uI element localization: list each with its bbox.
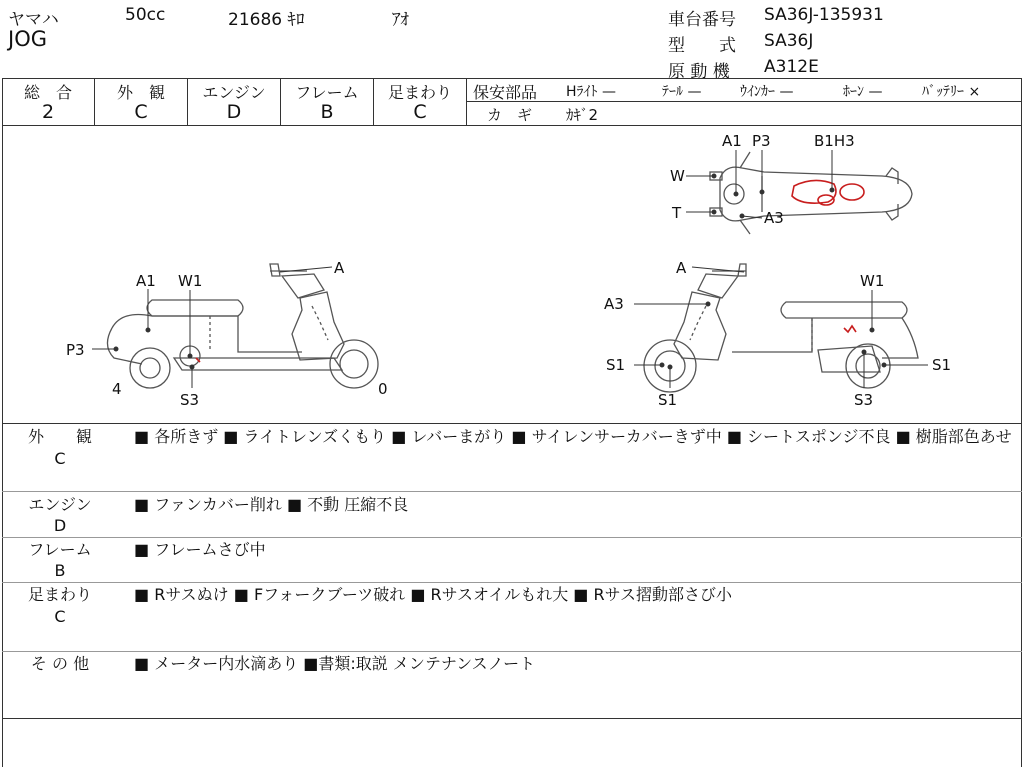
frame-no: SA36J-135931 xyxy=(764,5,884,25)
grade-suspension-value: C xyxy=(413,101,427,123)
damage-mark xyxy=(844,326,856,332)
safety-horn: ﾎｰﾝ — xyxy=(843,84,883,100)
section-suspension-text: ■ Rサスぬけ ■ Fフォークブーツ破れ ■ Rサスオイルもれ大 ■ Rサス摺動部さび小 xyxy=(134,585,732,604)
section-suspension-grade: C xyxy=(54,607,66,626)
label-s3: S3 xyxy=(854,391,874,409)
model-name: JOG xyxy=(8,27,47,51)
safety-headlight: Hﾗｲﾄ — xyxy=(566,84,616,100)
grade-overall-label: 総 合 xyxy=(23,83,72,102)
key-label: カ ギ xyxy=(487,106,533,124)
section-other-label: そ の 他 xyxy=(30,654,90,673)
safety-label: 保安部品 xyxy=(473,83,538,102)
label-a3: A3 xyxy=(604,295,624,313)
safety-tail: ﾃｰﾙ — xyxy=(662,84,702,100)
section-engine-label: エンジン xyxy=(28,495,92,514)
label-a1: A1 xyxy=(722,132,742,150)
grade-engine-value: D xyxy=(226,101,242,123)
displacement: 50cc xyxy=(125,5,166,25)
type-value: SA36J xyxy=(764,31,814,51)
label-s1: S1 xyxy=(658,391,678,409)
section-other-text: ■ メーター内水滴あり ■書類:取説 メンテナンスノート xyxy=(134,654,536,673)
label-p3: P3 xyxy=(752,132,771,150)
type-label: 型 式 xyxy=(668,36,736,56)
grade-engine-label: エンジン xyxy=(202,83,266,102)
divider xyxy=(2,491,1022,492)
divider xyxy=(2,423,1022,424)
engine-value: A312E xyxy=(764,57,819,77)
section-suspension-label: 足まわり xyxy=(27,585,92,604)
divider xyxy=(2,718,1022,719)
engine-label: 原 動 機 xyxy=(668,62,730,82)
label-a: A xyxy=(676,259,687,277)
label-w: W xyxy=(670,167,685,185)
scooter-top-view-drawing xyxy=(710,152,912,234)
divider xyxy=(2,537,1022,538)
label-s1: S1 xyxy=(932,356,952,374)
label-a: A xyxy=(334,259,345,277)
grade-overall-value: 2 xyxy=(41,101,55,123)
frame-no-label: 車台番号 xyxy=(668,10,736,30)
section-exterior-text: ■ 各所きず ■ ライトレンズくもり ■ レバーまがり ■ サイレンサーカバーきず中 ■ シートスポンジ不良 ■ 樹脂部色あせ xyxy=(134,427,1012,446)
section-frame-text: ■ フレームさび中 xyxy=(134,540,266,559)
grade-exterior-value: C xyxy=(134,101,148,123)
damage-mark xyxy=(792,180,836,203)
grade-suspension-label: 足まわり xyxy=(387,83,452,102)
label-4: 4 xyxy=(112,380,122,398)
label-0: 0 xyxy=(378,380,388,398)
label-w1: W1 xyxy=(178,272,203,290)
divider xyxy=(2,651,1022,652)
label-a3: A3 xyxy=(764,209,784,227)
color: ｱｵ xyxy=(392,10,409,30)
section-frame-label: フレーム xyxy=(28,540,92,559)
label-w1: W1 xyxy=(860,272,885,290)
section-engine-grade: D xyxy=(53,516,67,535)
grade-frame-value: B xyxy=(320,101,334,123)
maker: ヤマハ xyxy=(8,10,59,30)
safety-battery: ﾊﾞｯﾃﾘｰ × xyxy=(922,84,981,100)
grade-exterior-label: 外 観 xyxy=(116,83,165,102)
label-p3: P3 xyxy=(66,341,85,359)
damage-diagram xyxy=(2,126,1020,422)
label-a1: A1 xyxy=(136,272,156,290)
divider xyxy=(2,582,1022,583)
section-exterior-label: 外 観 xyxy=(27,427,92,446)
section-frame-grade: B xyxy=(54,561,66,580)
label-s3: S3 xyxy=(180,391,200,409)
grade-frame-label: フレーム xyxy=(295,83,359,102)
section-exterior-grade: C xyxy=(54,449,66,468)
safety-winker: ｳｲﾝｶｰ — xyxy=(740,84,794,100)
label-b1h3: B1H3 xyxy=(814,132,855,150)
key-value: ｶｷﾞ2 xyxy=(566,106,599,124)
divider xyxy=(467,101,1022,102)
label-s1: S1 xyxy=(606,356,626,374)
damage-mark xyxy=(840,184,864,200)
mileage: 21686 ｷﾛ xyxy=(228,10,305,30)
section-engine-text: ■ ファンカバー削れ ■ 不動 圧縮不良 xyxy=(134,495,409,514)
label-t: T xyxy=(672,204,682,222)
